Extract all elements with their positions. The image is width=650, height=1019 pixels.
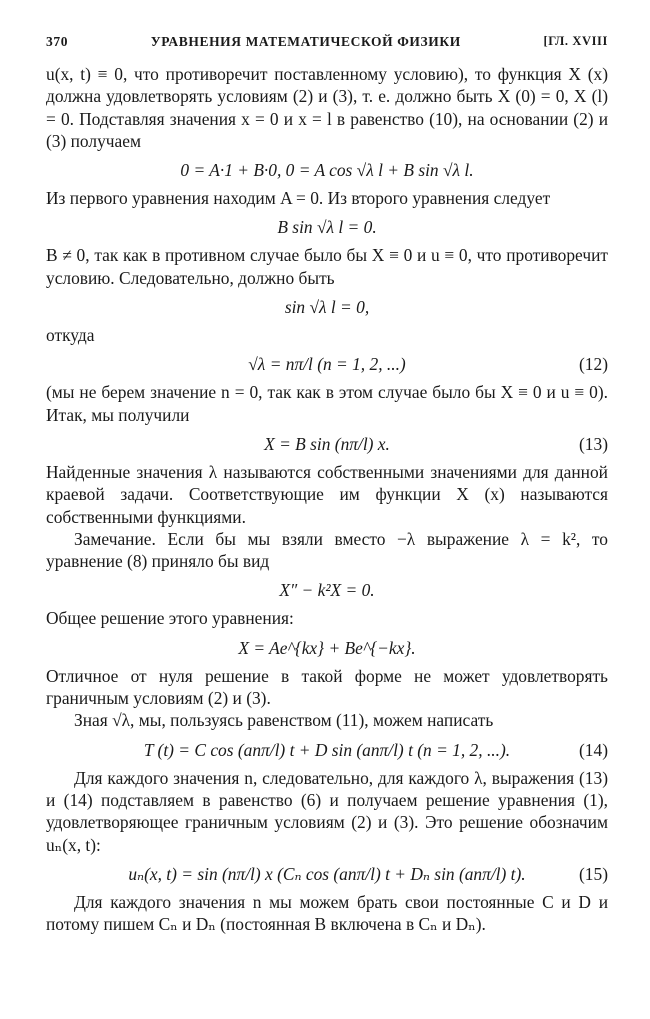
equation-text: sin √λ l = 0,: [284, 297, 370, 318]
equation-13: [46, 433, 608, 455]
running-title: УРАВНЕНИЯ МАТЕМАТИЧЕСКОЙ ФИЗИКИ: [150, 34, 461, 49]
equation-text: X = B sin (nπ/l) x.: [264, 433, 390, 454]
page-header: [46, 34, 608, 50]
equation-text: 0 = A·1 + B·0, 0 = A cos √λ l + B sin √λ l.: [180, 160, 474, 181]
equation-number: (12): [579, 354, 608, 375]
equation-text: X = Ae^{kx} + Be^{−kx}.: [238, 637, 416, 658]
page-number: 370: [46, 34, 69, 49]
equation-text: √λ = nπ/l (n = 1, 2, ...): [248, 354, 406, 375]
equation-text: T (t) = C cos (anπ/l) t + D sin (anπ/l) t (n = 1, 2, ...).: [143, 739, 511, 760]
chapter-label: [ГЛ. XVIII: [543, 34, 608, 48]
paragraph: u(x, t) ≡ 0, что противоречит поставленному условию), то функция X (x) должна удовлетворять условиям (2) и (3), т. е. должно быть X (0) = 0, X (l) = 0. Подставляя значения x = 0 и x = l в равенство (10), на основании (2) и (3) получаем: [46, 64, 608, 151]
equation-14: [46, 739, 608, 761]
paragraph: Для каждого значения n, следовательно, для каждого λ, выражения (13) и (14) подставляем в равенство (6) и получаем решение уравнения (1), удовлетворяющее граничным условиям (2) и (3). Это решение обозначим uₙ(x, t):: [46, 767, 608, 855]
paragraph: (мы не берем значение n = 0, так как в этом случае было бы X ≡ 0 и u ≡ 0). Итак, мы получили: [46, 382, 608, 425]
equation-number: (14): [579, 739, 608, 760]
paragraph: Общее решение этого уравнения:: [46, 608, 294, 629]
paragraph: Для каждого значения n мы можем брать свои постоянные C и D и потому пишем Cₙ и Dₙ (постоянная B включена в Cₙ и Dₙ).: [46, 891, 608, 935]
equation: [46, 216, 608, 238]
paragraph: Отличное от нуля решение в такой форме не может удовлетворять граничным условиям (2) и (3).: [46, 665, 608, 709]
paragraph: откуда: [46, 325, 95, 346]
paragraph: Из первого уравнения находим A = 0. Из второго уравнения следует: [46, 188, 551, 209]
equation-number: (15): [579, 863, 608, 884]
remark-paragraph: Замечание. Если бы мы взяли вместо −λ выражение λ = k², то уравнение (8) приняло бы вид: [46, 528, 608, 572]
equation: [46, 637, 608, 659]
paragraph: Найденные значения λ называются собственными значениями для данной краевой задачи. Соответствующие им функции X (x) называются собственными функциями.: [46, 461, 608, 527]
equation: [46, 579, 608, 601]
book-page: [46, 34, 608, 935]
paragraph: Зная √λ, мы, пользуясь равенством (11), можем написать: [74, 710, 494, 731]
equation-text: B sin √λ l = 0.: [277, 217, 377, 238]
equation-number: (13): [579, 433, 608, 454]
equation-15: [46, 863, 608, 885]
equation: [46, 296, 608, 318]
equation-12: [46, 353, 608, 375]
paragraph: B ≠ 0, так как в противном случае было бы X ≡ 0 и u ≡ 0, что противоречит условию. Следовательно, должно быть: [46, 245, 608, 288]
equation-text: uₙ(x, t) = sin (nπ/l) x (Cₙ cos (anπ/l) t + Dₙ sin (anπ/l) t).: [128, 863, 526, 884]
equation-text: X″ − k²X = 0.: [279, 580, 375, 601]
equation: [46, 159, 608, 181]
